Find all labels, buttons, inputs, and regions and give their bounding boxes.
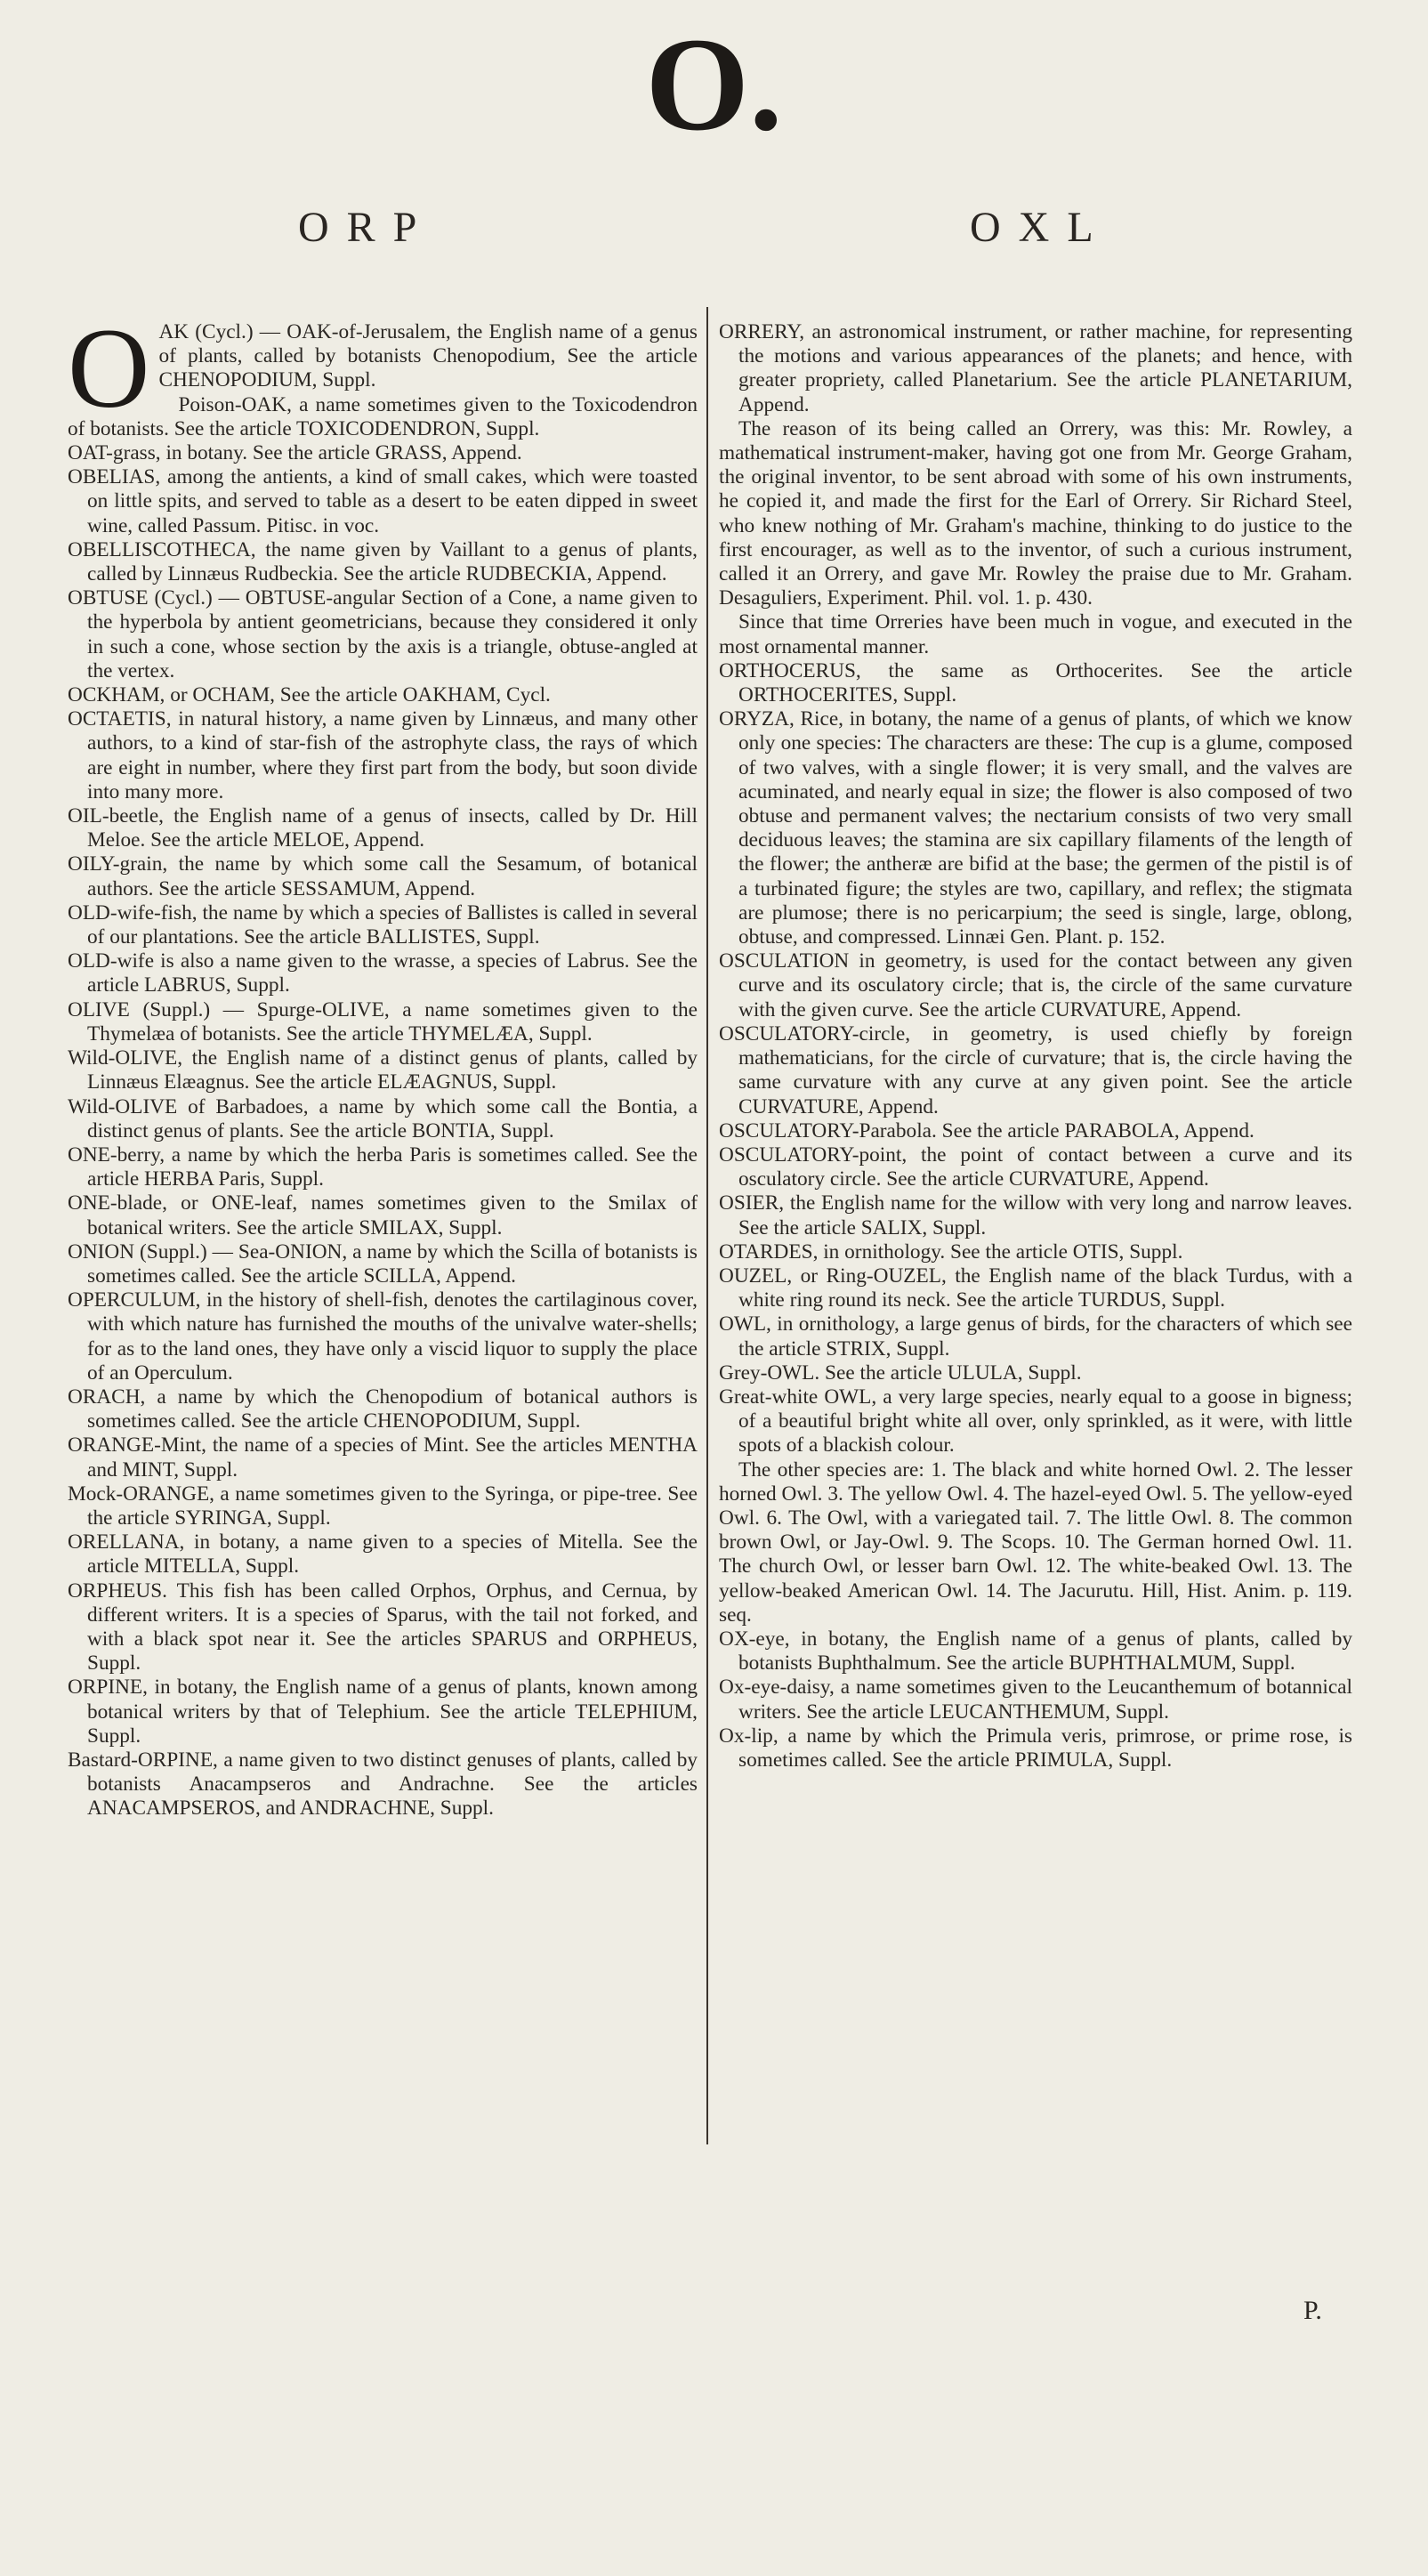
entry-text: ORELLANA, in botany, a name given to a species of Mitella. See the article MITELLA, Suppl. xyxy=(68,1530,698,1579)
dictionary-entry xyxy=(719,659,1352,707)
entry-text: The reason of its being called an Orrery, was this: Mr. Rowley, a mathematical instrument-maker, having got one from Mr. George Graham, the original inventor, to be sent abroad with some of his own instruments, he copied it, and made the first for the Earl of Orrery. Sir Richard Steel, who knew nothing of Mr. Graham's machine, thinking to do justice to the first encourager, as well as to the inventor, of such a curious instrument, called it an Orrery, and gave Mr. Rowley the praise due to Mr. Graham. Desaguliers, Experiment. Phil. vol. 1. p. 430. xyxy=(719,416,1352,610)
dictionary-entry xyxy=(719,1361,1352,1385)
entry-text: Ox-eye-daisy, a name sometimes given to the Leucanthemum of botannical writers. See the article LEUCANTHEMUM, Suppl. xyxy=(719,1676,1352,1724)
entry-text: ORTHOCERUS, the same as Orthocerites. See the article ORTHOCERITES, Suppl. xyxy=(719,658,1352,707)
left-column xyxy=(68,305,698,1821)
dictionary-entry xyxy=(719,949,1352,1022)
entry-text: OILY-grain, the name by which some call the Sesamum, of botanical authors. See the article SESSAMUM, Append. xyxy=(68,852,698,900)
entry-text: Great-white OWL, a very large species, nearly equal to a goose in bigness; of a beautiful bright white all over, only sprinkled, as it were, with little spots of a blackish colour. xyxy=(719,1385,1352,1458)
column-divider xyxy=(706,307,708,2144)
entry-text: OLIVE (Suppl.) — Spurge-OLIVE, a name sometimes given to the Thymelæa of botanists. See the article THYMELÆA, Suppl. xyxy=(68,997,698,1046)
entry-text: ONION (Suppl.) — Sea-ONION, a name by which the Scilla of botanists is sometimes called. See the article SCILLA, Append. xyxy=(68,1240,698,1288)
dictionary-entry xyxy=(68,901,698,949)
dictionary-entry xyxy=(719,707,1352,949)
dictionary-entry xyxy=(68,949,698,997)
entry-text: OIL-beetle, the English name of a genus of insects, called by Dr. Hill Meloe. See the article MELOE, Append. xyxy=(68,804,698,852)
entry-text: OCKHAM, or OCHAM, See the article OAKHAM, Cycl. xyxy=(68,683,551,707)
entry-text: OSIER, the English name for the willow with very long and narrow leaves. See the article SALIX, Suppl. xyxy=(719,1191,1352,1240)
entry-text: ORPINE, in botany, the English name of a genus of plants, known among botanical writers by that of Telephium. See the article TELEPHIUM, Suppl. xyxy=(68,1676,698,1748)
entry-text: Ox-lip, a name by which the Primula veris, primrose, or prime rose, is sometimes called. See the article PRIMULA, Suppl. xyxy=(719,1724,1352,1772)
dictionary-entry xyxy=(68,707,698,804)
dictionary-entry xyxy=(68,538,698,586)
entry-text: OLD-wife-fish, the name by which a species of Ballistes is called in several of our plantations. See the article BALLISTES, Suppl. xyxy=(68,900,698,949)
entry-text: ORRERY, an astronomical instrument, or rather machine, for representing the motions and various appearances of the planets; and hence, with greater propriety, called Planetarium. See the article PLANETARIUM, Append. xyxy=(719,320,1352,416)
entry-text: Poison-OAK, a name sometimes given to the Toxicodendron of botanists. See the article TOXICODENDRON, Suppl. xyxy=(68,392,698,440)
entry-text: ONE-berry, a name by which the herba Paris is sometimes called. See the article HERBA Paris, Suppl. xyxy=(68,1143,698,1191)
dictionary-entry xyxy=(719,1724,1352,1773)
dictionary-entry xyxy=(68,1579,698,1676)
dictionary-entry xyxy=(719,1312,1352,1361)
entry-text: Mock-ORANGE, a name sometimes given to the Syringa, or pipe-tree. See the article SYRINGA, Suppl. xyxy=(68,1482,698,1530)
dictionary-entry xyxy=(68,1433,698,1482)
dictionary-entry xyxy=(68,1143,698,1191)
dictionary-entry xyxy=(68,586,698,683)
entry-paragraph xyxy=(719,417,1352,611)
page-letter: O. xyxy=(645,11,783,158)
dictionary-entry xyxy=(719,1676,1352,1724)
entry-text: ORYZA, Rice, in botany, the name of a genus of plants, of which we know only one species: The characters are these: The cup is a glume, composed of two valves, with a single flower; it is very small, and the valves are acuminated, and nearly equal in size; the flower is also composed of two obtuse and permanent valves; the nectarium consists of two very small deciduous leaves; the stamina are six capillary filaments of the length of the flower; the antheræ are bifid at the base; the germen of the pistil is of a turbinated figure; the styles are two, capillary, and reflex; the stigmata are plumose; there is no pericarpium; the seed is single, large, oblong, obtuse, and compressed. Linnæi Gen. Plant. p. 152. xyxy=(719,707,1352,949)
dictionary-entry xyxy=(68,683,698,707)
entry-text: The other species are: 1. The black and white horned Owl. 2. The lesser horned Owl. 3. The yellow Owl. 4. The hazel-eyed Owl. 5. The yellow-eyed Owl. 6. The Owl, with a variegated tail. 7. The little Owl. 8. The common brown Owl, or Jay-Owl. 9. The Scops. 10. The German horned Owl. 11. The church Owl, or lesser barn Owl. 12. The white-beaked Owl. 13. The yellow-beaked American Owl. 14. The Jacurutu. Hill, Hist. Anim. p. 119. seq. xyxy=(719,1458,1352,1627)
dictionary-entry xyxy=(719,1385,1352,1458)
dictionary-entry xyxy=(719,1191,1352,1240)
entry-text: OAT-grass, in botany. See the article GRASS, Append. xyxy=(68,441,522,465)
entry-text: OUZEL, or Ring-OUZEL, the English name of the black Turdus, with a white ring round its neck. See the article TURDUS, Suppl. xyxy=(719,1264,1352,1312)
dictionary-entry xyxy=(68,998,698,1046)
entry-text: ORPHEUS. This fish has been called Orphos, Orphus, and Cernua, by different writers. It is a species of Sparus, with the tail not forked, and with a black spot near it. See the articles SPARUS and ORPHEUS, Suppl. xyxy=(68,1579,698,1676)
entry-text: OBELLISCOTHECA, the name given by Vaillant to a genus of plants, called by Linnæus Rudbeckia. See the article RUDBECKIA, Append. xyxy=(68,537,698,586)
dictionary-entry xyxy=(719,1143,1352,1191)
entry-text: Since that time Orreries have been much in vogue, and executed in the most ornamental manner. xyxy=(719,610,1352,658)
entry-text: OBELIAS, among the antients, a kind of small cakes, which were toasted on little spits, and served to table as a desert to be eaten dipped in sweet wine, called Passum. Pitisc. in voc. xyxy=(68,465,698,537)
dictionary-entry xyxy=(68,1046,698,1094)
entry-text: OSCULATORY-Parabola. See the article PARABOLA, Append. xyxy=(719,1118,1255,1143)
dictionary-entry xyxy=(68,1482,698,1530)
entry-text: OPERCULUM, in the history of shell-fish, denotes the cartilaginous cover, with which nature has furnished the mouths of the univalve water-shells; for as to the land ones, they have only a viscid liquor to supply the place of an Operculum. xyxy=(68,1288,698,1385)
entry-text: ORACH, a name by which the Chenopodium of botanical authors is sometimes called. See the article CHENOPODIUM, Suppl. xyxy=(68,1385,698,1433)
dictionary-entry xyxy=(68,1288,698,1385)
dictionary-entry xyxy=(719,1240,1352,1264)
dictionary-entry xyxy=(68,1240,698,1288)
entry-text: AK (Cycl.) — OAK-of-Jerusalem, the English name of a genus of plants, called by botanists Chenopodium, See the article CHENOPODIUM, Suppl. xyxy=(158,320,698,392)
dictionary-entry xyxy=(719,1119,1352,1143)
running-head-left: ORP xyxy=(298,204,435,251)
entry-text: OBTUSE (Cycl.) — OBTUSE-angular Section of a Cone, a name given to the hyperbola by antient geometricians, because they considered it only in such a cone, whose section by the axis is a triangle, obtuse-angled at the vertex. xyxy=(68,586,698,682)
entry-text: ORANGE-Mint, the name of a species of Mint. See the articles MENTHA and MINT, Suppl. xyxy=(68,1433,698,1482)
entry-text: OSCULATION in geometry, is used for the contact between any given curve and its osculatory circle; that is, the circle of the same curvature with the given curve. See the article CURVATURE, Append. xyxy=(719,949,1352,1022)
entry-text: OSCULATORY-point, the point of contact between a curve and its osculatory circle. See the article CURVATURE, Append. xyxy=(719,1143,1352,1191)
dictionary-entry xyxy=(68,1748,698,1821)
entry-text: OCTAETIS, in natural history, a name given by Linnæus, and many other authors, to a kind of star-fish of the astrophyte class, the rays of which are eight in number, where they first part from the body, but soon divide into many more. xyxy=(68,707,698,803)
entry-text: Wild-OLIVE of Barbadoes, a name by which some call the Bontia, a distinct genus of plants. See the article BONTIA, Suppl. xyxy=(68,1094,698,1143)
entry-text: OWL, in ornithology, a large genus of birds, for the characters of which see the article STRIX, Suppl. xyxy=(719,1312,1352,1361)
entry-text: OSCULATORY-circle, in geometry, is used chiefly by foreign mathematicians, for the circle of curvature; that is, the circle having the same curvature with any curve at any given point. See the article CURVATURE, Append. xyxy=(719,1022,1352,1118)
drop-cap: O xyxy=(68,305,150,432)
dictionary-entry xyxy=(68,1676,698,1748)
right-column xyxy=(719,320,1352,1773)
dictionary-entry xyxy=(719,1627,1352,1676)
dictionary-entry xyxy=(719,1264,1352,1312)
entry-text: ONE-blade, or ONE-leaf, names sometimes given to the Smilax of botanical writers. See the article SMILAX, Suppl. xyxy=(68,1191,698,1240)
dictionary-entry xyxy=(68,1191,698,1240)
entry-paragraph xyxy=(719,1458,1352,1627)
running-head-right: OXL xyxy=(970,204,1111,251)
entry-text: OX-eye, in botany, the English name of a genus of plants, called by botanists Buphthalmum. See the article BUPHTHALMUM, Suppl. xyxy=(719,1627,1352,1676)
entry-text: Bastard-ORPINE, a name given to two distinct genuses of plants, called by botanists Anacampseros and Andrachne. See the articles ANACAMPSEROS, and ANDRACHNE, Suppl. xyxy=(68,1748,698,1821)
entry-paragraph xyxy=(68,393,698,441)
entry-text: Grey-OWL. See the article ULULA, Suppl. xyxy=(719,1361,1082,1385)
dictionary-entry xyxy=(719,1022,1352,1119)
dictionary-entry xyxy=(719,320,1352,417)
dictionary-entry xyxy=(68,1095,698,1143)
entry-text: OTARDES, in ornithology. See the article OTIS, Suppl. xyxy=(719,1240,1183,1264)
dictionary-entry xyxy=(68,1385,698,1433)
entry-text: Wild-OLIVE, the English name of a distinct genus of plants, called by Linnæus Elæagnus. See the article ELÆAGNUS, Suppl. xyxy=(68,1046,698,1094)
entry-text: OLD-wife is also a name given to the wrasse, a species of Labrus. See the article LABRUS, Suppl. xyxy=(68,949,698,997)
dictionary-entry xyxy=(68,465,698,538)
dictionary-entry xyxy=(68,852,698,900)
dictionary-entry xyxy=(68,1530,698,1579)
dictionary-entry xyxy=(68,804,698,852)
catchword: P. xyxy=(1303,2296,1322,2325)
dictionary-entry xyxy=(68,441,698,465)
entry-paragraph xyxy=(719,610,1352,658)
